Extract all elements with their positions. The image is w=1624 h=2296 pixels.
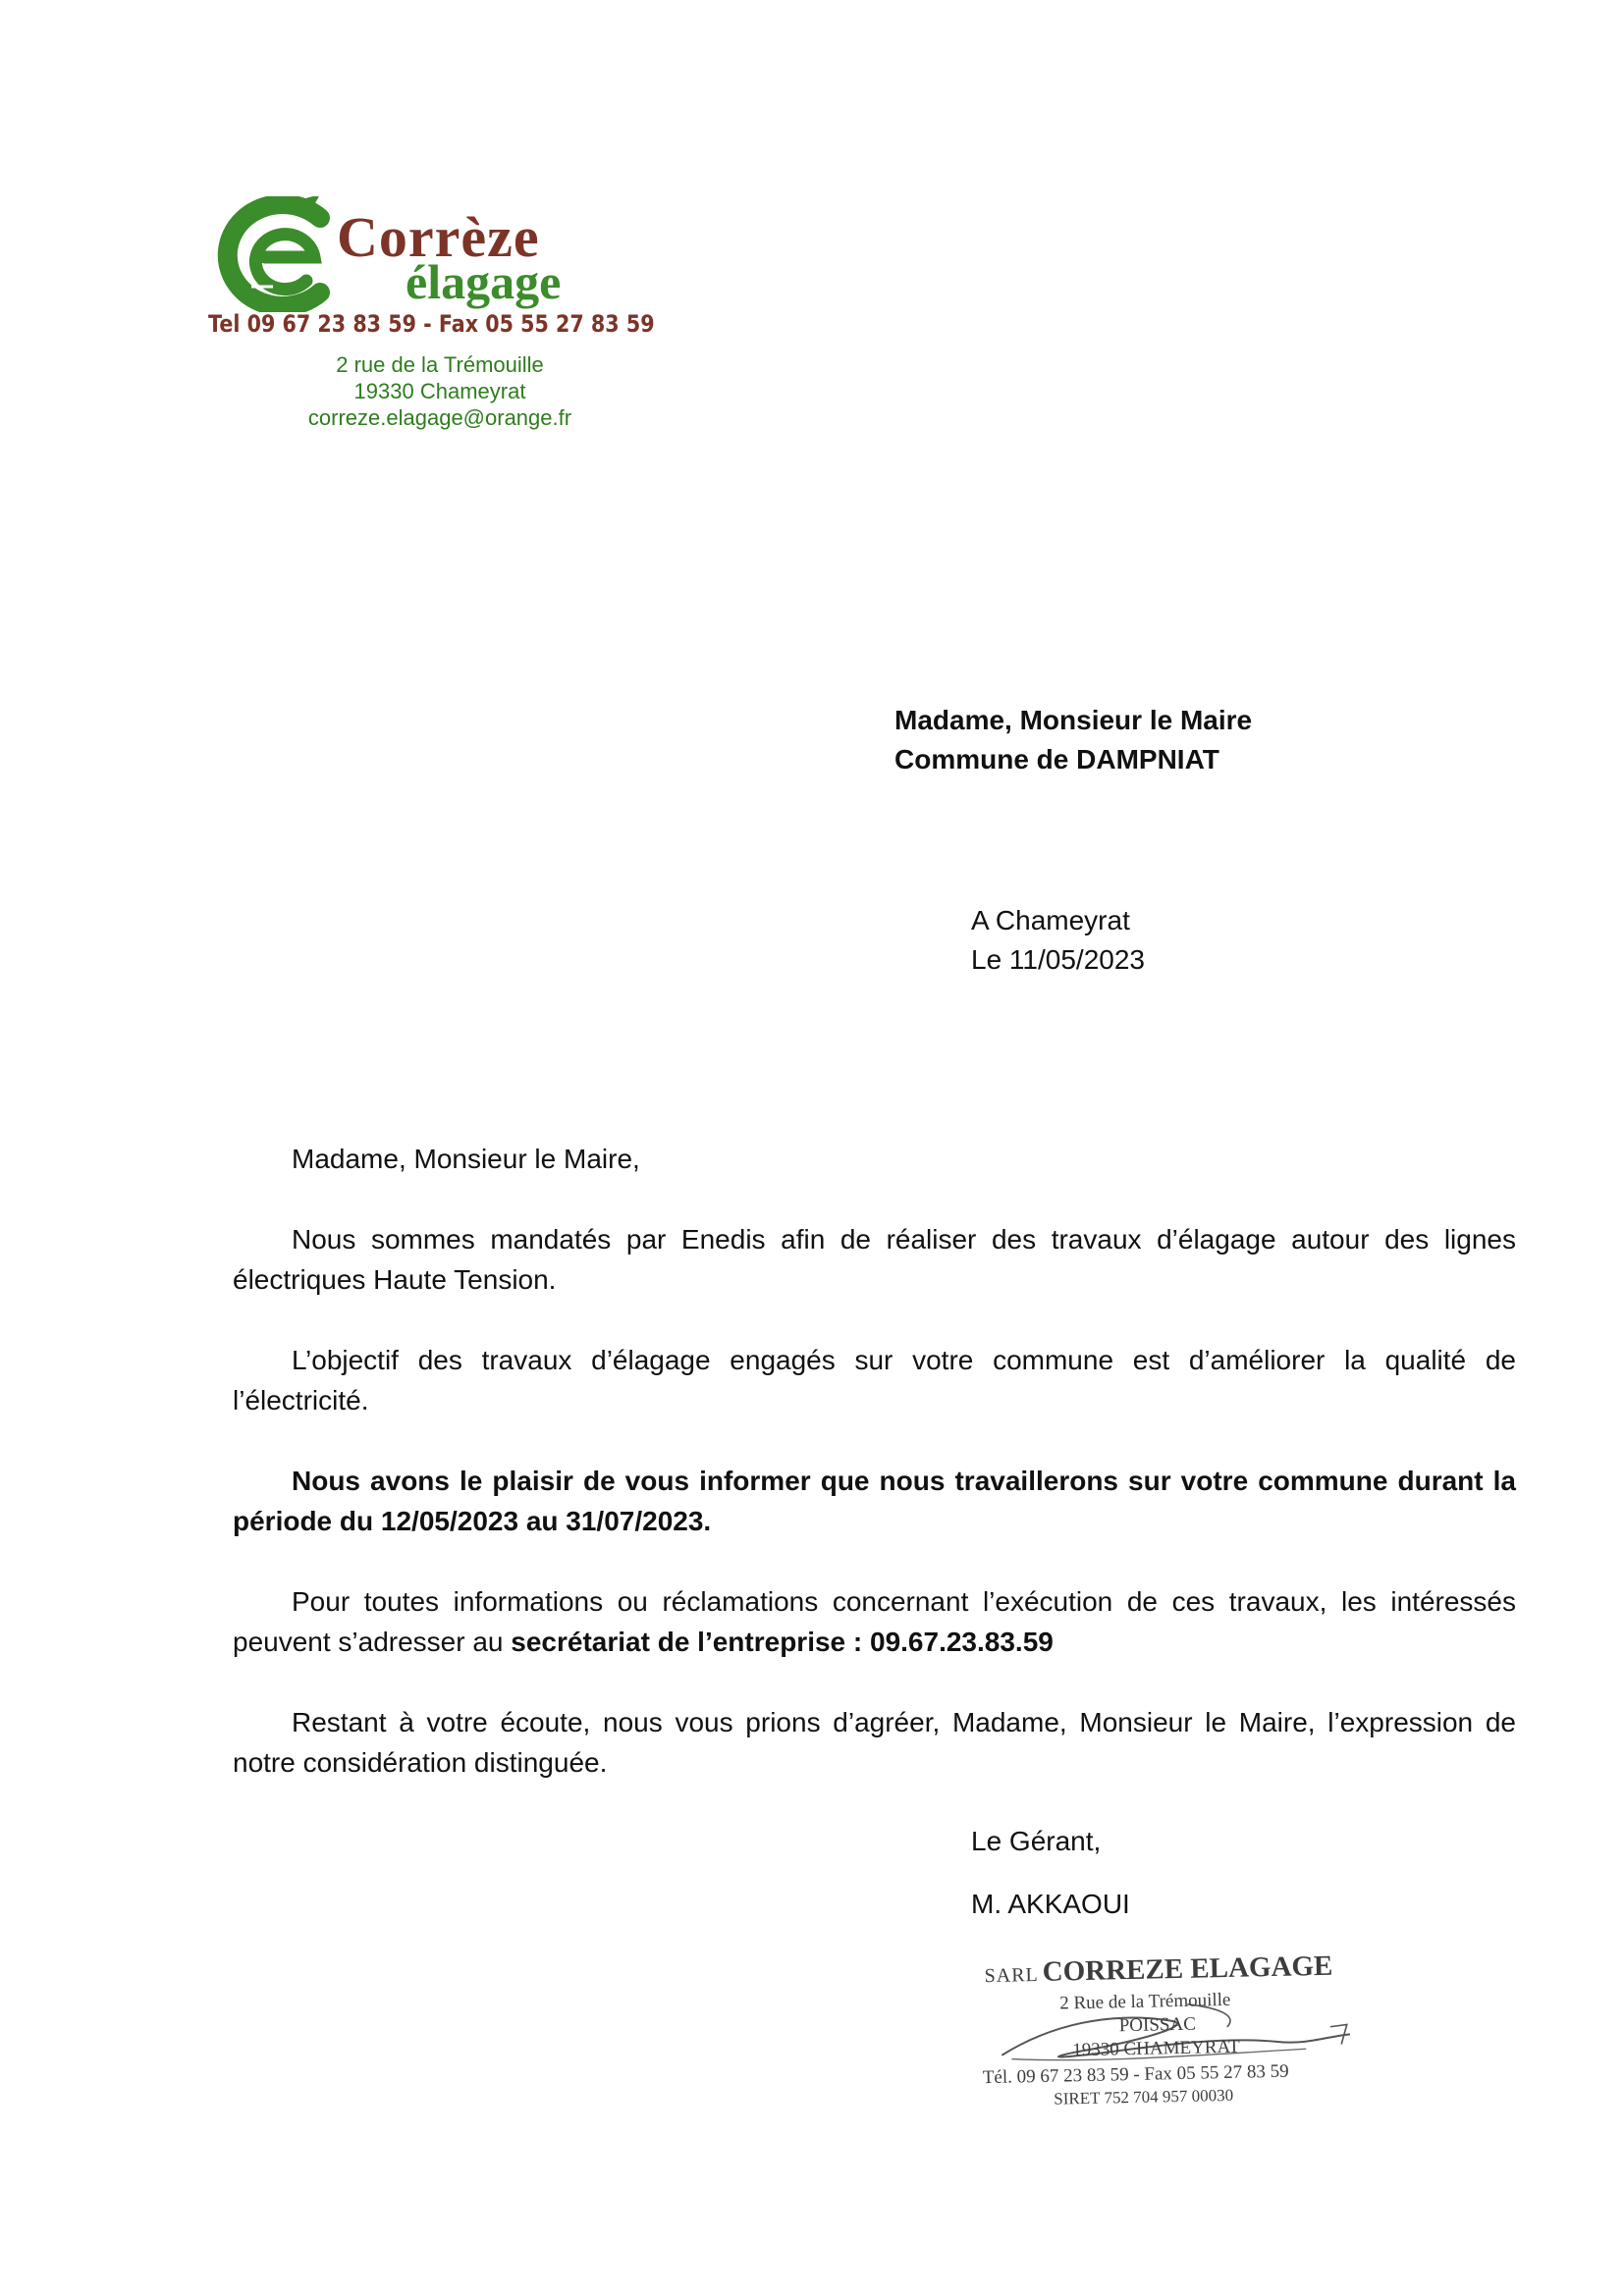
letterhead-city: 19330 Chameyrat (353, 379, 526, 403)
paragraph-work-period: Nous avons le plaisir de vous informer que nous travaillerons sur votre commune durant la période du 12/05/2023 au 31/07/2023. (233, 1466, 1516, 1536)
place-date-block (971, 901, 1145, 980)
paragraph-objective: L’objectif des travaux d’élagage engagés sur votre commune est d’améliorer la qualité de l’électricité. (233, 1345, 1516, 1415)
letter-date: Le 11/05/2023 (971, 944, 1145, 975)
signatory-title: Le Gérant, (971, 1826, 1102, 1856)
stamp-company-name: CORREZE ELAGAGE (1042, 1949, 1333, 1988)
signatory-name: M. AKKAOUI (971, 1889, 1130, 1919)
letterhead-email: correze.elagage@orange.fr (307, 405, 572, 430)
stamp-phone: Tél. 09 67 23 83 59 - Fax 05 55 27 83 59 (982, 2060, 1289, 2089)
paragraph-contact (233, 1581, 1516, 1662)
stamp-street: 2 Rue de la Trémouille (1059, 1989, 1231, 2014)
recipient-line-1: Madame, Monsieur le Maire (894, 705, 1253, 735)
recipient-block (894, 701, 1252, 779)
letter-body (233, 1139, 1516, 1823)
letterhead-phone-fax: Tel 09 67 23 83 59 - Fax 05 55 27 83 59 (208, 310, 655, 338)
stamp-city: 19330 CHAMEYRAT (1072, 2036, 1240, 2061)
letterhead-street: 2 rue de la Trémouille (336, 352, 544, 377)
stamp-locality: POISSAC (1118, 2013, 1197, 2037)
company-logo-icon (204, 196, 352, 312)
recipient-line-2: Commune de DAMPNIAT (894, 744, 1219, 774)
logo-brand-subtitle: élagage (406, 254, 562, 309)
company-letterhead (204, 196, 666, 442)
logo-brand-name: Corrèze (337, 205, 540, 269)
company-stamp (980, 1949, 1376, 2124)
letterhead-address (224, 351, 656, 431)
letter-place: A Chameyrat (971, 905, 1130, 935)
secretariat-phone: secrétariat de l’entreprise : 09.67.23.83.59 (511, 1627, 1054, 1657)
contact-text: Pour toutes informations ou réclamations concernant l’exécution de ces travaux, les intéressés peuvent s’adresser au (233, 1586, 1516, 1657)
stamp-siret: SIRET 752 704 957 00030 (1054, 2085, 1234, 2109)
signature-block (971, 1822, 1130, 1948)
stamp-prefix: SARL (984, 1963, 1040, 1988)
paragraph-closing: Restant à votre écoute, nous vous prions d’agréer, Madame, Monsieur le Maire, l’expression de notre considération distinguée. (233, 1707, 1516, 1778)
salutation: Madame, Monsieur le Maire, (292, 1144, 640, 1174)
paragraph-mandate: Nous sommes mandatés par Enedis afin de réaliser des travaux d’élagage autour des lignes électriques Haute Tension. (233, 1224, 1516, 1295)
